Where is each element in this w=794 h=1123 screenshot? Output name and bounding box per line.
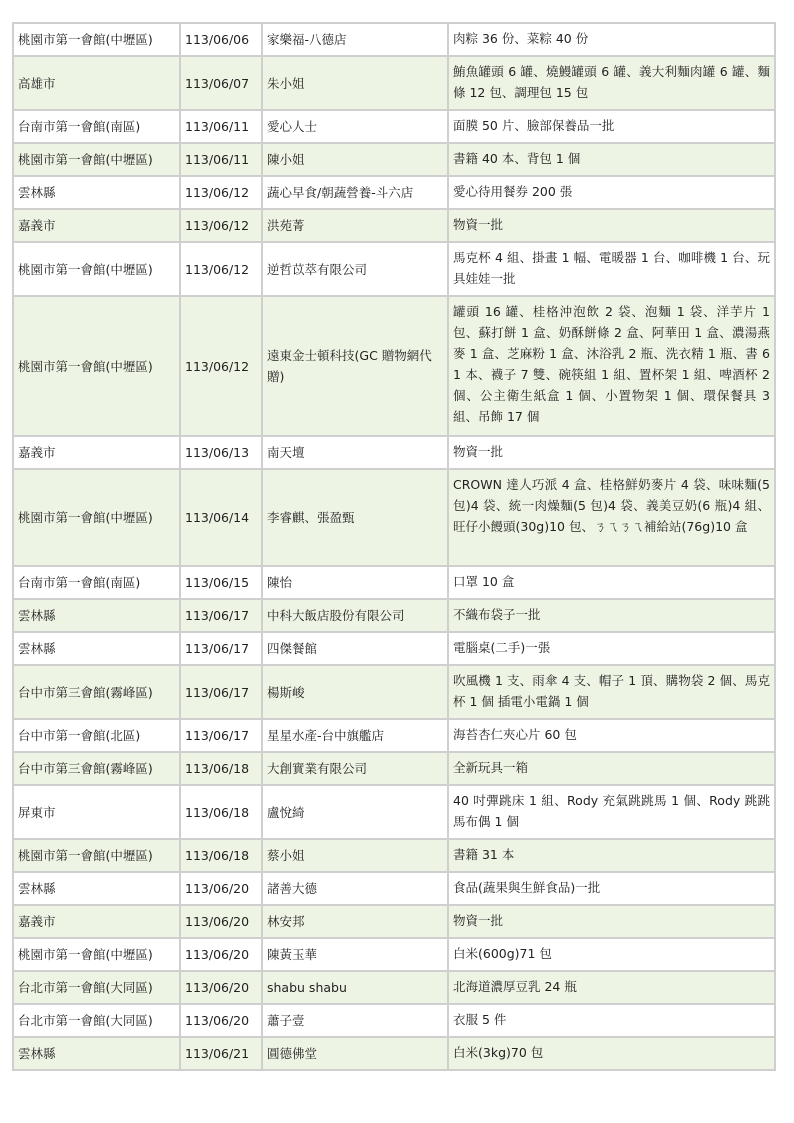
donor-cell: 遠東金士頓科技(GC 贈物網代贈)	[262, 296, 448, 436]
location-cell: 台中市第三會館(霧峰區)	[13, 665, 180, 719]
location-cell: 台南市第一會館(南區)	[13, 110, 180, 143]
date-cell: 113/06/12	[180, 296, 262, 436]
location-cell: 嘉義市	[13, 209, 180, 242]
donation-items-cell: 面膜 50 片、臉部保養品一批	[448, 110, 775, 143]
table-row	[13, 242, 775, 296]
location-cell: 台中市第一會館(北區)	[13, 719, 180, 752]
date-cell: 113/06/11	[180, 143, 262, 176]
date-cell: 113/06/07	[180, 56, 262, 110]
donation-items-cell: 食品(蔬果與生鮮食品)一批	[448, 872, 775, 905]
donation-items-cell: 肉粽 36 份、菜粽 40 份	[448, 23, 775, 56]
donor-cell: 楊斯峻	[262, 665, 448, 719]
donation-items-cell: 全新玩具一箱	[448, 752, 775, 785]
table-row	[13, 872, 775, 905]
date-cell: 113/06/12	[180, 209, 262, 242]
table-row	[13, 839, 775, 872]
location-cell: 桃園市第一會館(中壢區)	[13, 296, 180, 436]
donor-cell: 南天壇	[262, 436, 448, 469]
donor-cell: 愛心人士	[262, 110, 448, 143]
donation-items-cell: 吹風機 1 支、雨傘 4 支、帽子 1 頂、購物袋 2 個、馬克杯 1 個 插電小電鍋 1 個	[448, 665, 775, 719]
donation-items-cell: 白米(600g)71 包	[448, 938, 775, 971]
donor-cell: 陳怡	[262, 566, 448, 599]
donation-items-cell: 40 吋彈跳床 1 組、Rody 充氣跳跳馬 1 個、Rody 跳跳馬布偶 1 個	[448, 785, 775, 839]
date-cell: 113/06/20	[180, 938, 262, 971]
donor-cell: 圓德佛堂	[262, 1037, 448, 1070]
location-cell: 台中市第三會館(霧峰區)	[13, 752, 180, 785]
table-row	[13, 752, 775, 785]
table-row	[13, 905, 775, 938]
table-row	[13, 1037, 775, 1070]
donation-items-cell: 物資一批	[448, 209, 775, 242]
donation-items-cell: 書籍 40 本、背包 1 個	[448, 143, 775, 176]
date-cell: 113/06/20	[180, 872, 262, 905]
location-cell: 台北市第一會館(大同區)	[13, 971, 180, 1004]
date-cell: 113/06/14	[180, 469, 262, 566]
date-cell: 113/06/20	[180, 971, 262, 1004]
date-cell: 113/06/17	[180, 719, 262, 752]
donor-cell: 盧悅綺	[262, 785, 448, 839]
table-row	[13, 110, 775, 143]
donor-cell: 洪苑菁	[262, 209, 448, 242]
date-cell: 113/06/20	[180, 905, 262, 938]
date-cell: 113/06/21	[180, 1037, 262, 1070]
donor-cell: 逆哲苡萃有限公司	[262, 242, 448, 296]
date-cell: 113/06/17	[180, 665, 262, 719]
table-row	[13, 209, 775, 242]
table-row	[13, 23, 775, 56]
date-cell: 113/06/18	[180, 785, 262, 839]
location-cell: 嘉義市	[13, 436, 180, 469]
location-cell: 嘉義市	[13, 905, 180, 938]
donor-cell: 星星水產-台中旗艦店	[262, 719, 448, 752]
donation-items-cell: 口罩 10 盒	[448, 566, 775, 599]
donor-cell: 中科大飯店股份有限公司	[262, 599, 448, 632]
donation-items-cell: CROWN 達人巧派 4 盒、桂格鮮奶麥片 4 袋、味味麵(5 包)4 袋、統一肉燥麵(5 包)4 袋、義美豆奶(6 瓶)4 組、旺仔小饅頭(30g)10 包、ㄋㄟㄋㄟ補給站(76g)10 盒	[448, 469, 775, 566]
table-row	[13, 143, 775, 176]
location-cell: 雲林縣	[13, 599, 180, 632]
location-cell: 屏東市	[13, 785, 180, 839]
location-cell: 台北市第一會館(大同區)	[13, 1004, 180, 1037]
location-cell: 桃園市第一會館(中壢區)	[13, 242, 180, 296]
date-cell: 113/06/20	[180, 1004, 262, 1037]
donor-cell: 林安邦	[262, 905, 448, 938]
donation-items-cell: 不織布袋子一批	[448, 599, 775, 632]
date-cell: 113/06/18	[180, 839, 262, 872]
donor-cell: 陳小姐	[262, 143, 448, 176]
date-cell: 113/06/18	[180, 752, 262, 785]
donation-items-cell: 馬克杯 4 組、掛畫 1 幅、電暖器 1 台、咖啡機 1 台、玩具娃娃一批	[448, 242, 775, 296]
location-cell: 雲林縣	[13, 1037, 180, 1070]
date-cell: 113/06/15	[180, 566, 262, 599]
table-row	[13, 1004, 775, 1037]
table-row	[13, 436, 775, 469]
donation-items-cell: 書籍 31 本	[448, 839, 775, 872]
location-cell: 雲林縣	[13, 176, 180, 209]
donor-cell: 蔬心早食/朝蔬營養-斗六店	[262, 176, 448, 209]
table-row	[13, 632, 775, 665]
date-cell: 113/06/11	[180, 110, 262, 143]
table-row	[13, 469, 775, 566]
donor-cell: 蕭子壹	[262, 1004, 448, 1037]
table-row	[13, 971, 775, 1004]
location-cell: 桃園市第一會館(中壢區)	[13, 938, 180, 971]
location-cell: 台南市第一會館(南區)	[13, 566, 180, 599]
donation-items-cell: 白米(3kg)70 包	[448, 1037, 775, 1070]
date-cell: 113/06/17	[180, 599, 262, 632]
date-cell: 113/06/12	[180, 176, 262, 209]
table-row	[13, 566, 775, 599]
donation-table	[12, 22, 776, 1071]
location-cell: 雲林縣	[13, 632, 180, 665]
donation-items-cell: 海苔杏仁夾心片 60 包	[448, 719, 775, 752]
table-row	[13, 176, 775, 209]
donor-cell: 蔡小姐	[262, 839, 448, 872]
donor-cell: 陳黃玉華	[262, 938, 448, 971]
donor-cell: 家樂福-八德店	[262, 23, 448, 56]
donation-table-body	[13, 23, 775, 1070]
donation-items-cell: 愛心待用餐券 200 張	[448, 176, 775, 209]
date-cell: 113/06/06	[180, 23, 262, 56]
donation-items-cell: 罐頭 16 罐、桂格沖泡飲 2 袋、泡麵 1 袋、洋芋片 1 包、蘇打餅 1 盒、奶酥餅條 2 盒、阿華田 1 盒、濃湯燕麥 1 盒、芝麻粉 1 盒、沐浴乳 2 瓶、洗衣精 1 瓶、書 61 本、襪子 7 雙、碗筷組 1 組、置杯架 1 組、啤酒杯 2 個、公主衛生紙盒 1 個、小置物架 1 個、環保餐具 3 組、吊飾 17 個	[448, 296, 775, 436]
location-cell: 雲林縣	[13, 872, 180, 905]
location-cell: 桃園市第一會館(中壢區)	[13, 143, 180, 176]
donation-items-cell: 鮪魚罐頭 6 罐、燒鰻罐頭 6 罐、義大利麵肉罐 6 罐、麵條 12 包、調理包 15 包	[448, 56, 775, 110]
donor-cell: 四傑餐館	[262, 632, 448, 665]
table-row	[13, 599, 775, 632]
donor-cell: 李睿麒、張盈甄	[262, 469, 448, 566]
table-row	[13, 938, 775, 971]
donor-cell: 大創實業有限公司	[262, 752, 448, 785]
donation-items-cell: 衣服 5 件	[448, 1004, 775, 1037]
donation-items-cell: 物資一批	[448, 436, 775, 469]
date-cell: 113/06/13	[180, 436, 262, 469]
table-row	[13, 56, 775, 110]
date-cell: 113/06/12	[180, 242, 262, 296]
table-row	[13, 665, 775, 719]
table-row	[13, 296, 775, 436]
location-cell: 桃園市第一會館(中壢區)	[13, 23, 180, 56]
table-row	[13, 785, 775, 839]
table-row	[13, 719, 775, 752]
location-cell: 桃園市第一會館(中壢區)	[13, 469, 180, 566]
donation-items-cell: 物資一批	[448, 905, 775, 938]
date-cell: 113/06/17	[180, 632, 262, 665]
donor-cell: shabu shabu	[262, 971, 448, 1004]
location-cell: 桃園市第一會館(中壢區)	[13, 839, 180, 872]
donation-items-cell: 北海道濃厚豆乳 24 瓶	[448, 971, 775, 1004]
donor-cell: 朱小姐	[262, 56, 448, 110]
donation-items-cell: 電腦桌(二手)一張	[448, 632, 775, 665]
donor-cell: 諸善大德	[262, 872, 448, 905]
location-cell: 高雄市	[13, 56, 180, 110]
